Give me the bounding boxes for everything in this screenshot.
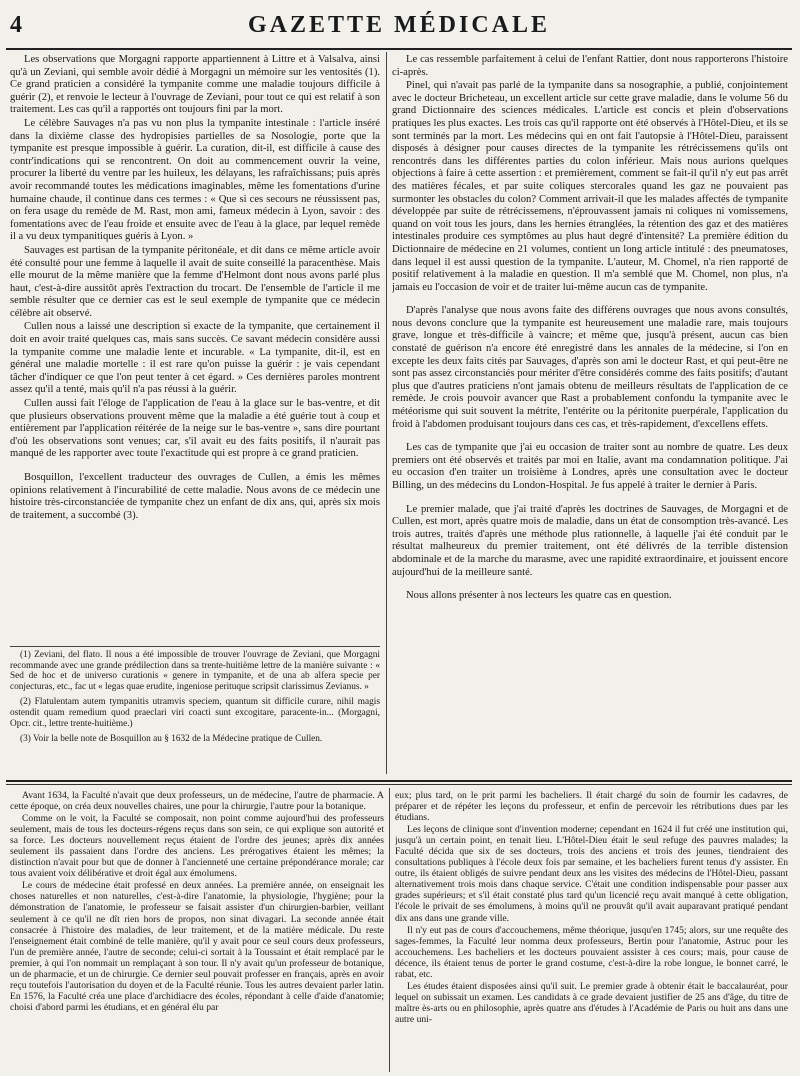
page-header bbox=[6, 4, 792, 48]
footnote: (2) Flatulentam autem tympanitis utramvis speciem, quantum sit difficile curare, nihil magis ostendit quam remedium quod praeclari viri coacti sunt excogitare, paracente-in... (Morgagni, Opcr. cit., lettre trente-huitième.) bbox=[10, 697, 380, 729]
article-paragraph: D'après l'analyse que nous avons faite des différens ouvrages que nous avons consultés, nous devons conclure que la tympanite est heureusement une maladie rare, mais toujours grave, longue et très-difficile à vaincre; et même que, jusqu'à présent, aucun cas bien constaté de guérison n'a encore été enregistré dans les annales de la médecine, si l'on en excepte les deux faits cités par Sauvages, d'après son ami le docteur Rast, et qui peut-être ne sont pas assez circonstanciés pour mériter d'être considérés comme des faits positifs; d'autant plus que d'autres praticiens n'ont jamais obtenu de meilleurs résultats de l'application de ce remède. Je crois pouvoir avancer que Rast a probablement confondu la tympanite avec le météorisme qui suit souvent la métrite, l'entérite ou la péritonite puerpérale, l'application du froid à l'abdomen produisant toujours dans ces cas, et très-rapidement, d'excellens effets. bbox=[392, 305, 788, 430]
lower-right-column bbox=[395, 790, 788, 1070]
feuilleton-paragraph: eux; plus tard, on le prit parmi les bacheliers. Il était chargé du soin de fournir les cadavres, de préparer et de répéter les leçons du professeur, et enfin de percevoir les rétributions dues par les étudians. bbox=[395, 790, 788, 824]
page-number: 4 bbox=[10, 12, 22, 38]
masthead-title: GAZETTE MÉDICALE bbox=[247, 12, 551, 38]
footnote-rule bbox=[10, 646, 380, 647]
header-rule bbox=[6, 48, 792, 50]
newspaper-page bbox=[6, 4, 792, 1072]
article-paragraph: Cullen nous a laissé une description si exacte de la tympanite, que certainement il doit en avoir traité quelques cas, mais sans succès. Ce savant médecin considère aussi la tympanite comme une maladie lente et incurable. « La tympanite, dit-il, est en général une maladie mortelle : il est rare qu'on puisse la guérir : je vais cependant tâcher d'indiquer ce que l'on peut tenter à cet égard. » Ces dernières paroles montrent assez qu'il a tenté, mais qu'il n'a pas réussi à la guérir. bbox=[10, 321, 380, 396]
article-paragraph: Bosquillon, l'excellent traducteur des ouvrages de Cullen, a émis les mêmes opinions relativement à l'incurabilité de cette maladie. Nous avons de ce médecin une histoire très-circonstanciée de tympanite chez un enfant de dix ans, qui, après six mois de traitement, a succombé (3). bbox=[10, 472, 380, 521]
section-rule-thin bbox=[6, 784, 792, 785]
lower-left-column bbox=[10, 790, 384, 1070]
upper-right-column bbox=[392, 54, 788, 774]
feuilleton-paragraph: Avant 1634, la Faculté n'avait que deux professeurs, un de médecine, l'autre de pharmacie. A cette époque, on créa deux nouvelles chaires, une pour la chirurgie, l'autre pour la botanique. bbox=[10, 790, 384, 813]
column-divider-upper bbox=[386, 52, 387, 774]
feuilleton-paragraph: Comme on le voit, la Faculté se composait, non point comme aujourd'hui des professeurs seulement, mais de tous les docteurs-régens reçus dans son sein, ce qui explique son autorité et sa force. Les docteurs nouvellement reçus étaient de l'ordre des jeunes; après dix années seulement ils passaient dans l'ordre des anciens. Les prérogatives étaient les mêmes; la distinction n'avait pour but que de donner à l'ancienneté une certaine prépondérance morale; car tous avaient voix délibérative et droit égal aux émolumens. bbox=[10, 813, 384, 880]
article-paragraph: Sauvages est partisan de la tympanite péritonéale, et dit dans ce même article avoir été consulté pour une femme à laquelle il avait de suite conseillé la paracenthèse. Mais elle mourut de la même manière que la femme d'Helmont dont nous avons parlé plus haut, c'est-à-dire aussitôt après l'extraction du trocart. De l'ensemble de l'article il me semble résulter que ce dernier cas est le seul exemple de tympanite que ce médecin célèbre ait observé. bbox=[10, 244, 380, 319]
article-paragraph: Le cas ressemble parfaitement à celui de l'enfant Rattier, dont nous rapporterons l'histoire ci-après. bbox=[392, 54, 788, 78]
article-paragraph: Le célèbre Sauvages n'a pas vu non plus la tympanite intestinale : l'article inséré dans la dixième classe des hydropisies partielles de sa Nosologie, porte que la tympanite est presque impossible à guérir. La curation, dit-il, est difficile à cause des contr'indications qui se rencontrent. On doit au commencement ouvrir la veine, procurer la liberté du ventre par les huileux, les délayans, les rafraîchissans; puis après avoir recommandé toutes les médications imaginables, même les fomentations d'urine humaine chaude, il continue dans ces termes : « Que si ces secours ne réussissent pas, on fera usage du remède de M. Rast, mon ami, fameux médecin à Lyon, savoir : des fomentations avec de l'eau froide et ensuite avec de l'eau à la glace, par lequel remède il a vu deux tympanitiques guéris à Lyon. » bbox=[10, 117, 380, 243]
article-paragraph: Nous allons présenter à nos lecteurs les quatre cas en question. bbox=[406, 590, 672, 602]
feuilleton-paragraph: Les études étaient disposées ainsi qu'il suit. Le premier grade à obtenir était le baccalauréat, pour lequel on subissait un examen. Les candidats à ce grade devaient justifier de 25 ans d'âge, du titre de maître ès-arts ou en philosophie, après quatre ans d'études à l'Académie de Paris ou huit ans dans une autre uni- bbox=[395, 980, 788, 1025]
article-paragraph: Pinel, qui n'avait pas parlé de la tympanite dans sa nosographie, a publié, conjointement avec le docteur Bricheteau, un excellent article sur cette grave maladie, dans le volume 56 du grand Dictionnaire des sciences médicales. L'article est concis et plein d'observations pratiques les plus exactes. Les trois cas qu'il rapporte ont été observés à l'Hôtel-Dieu, et ils se sont terminés par la mort. Les médecins qui en ont fait l'autopsie à l'Hôtel-Dieu, paraissent disposés à désigner pour causes directes de la tympanite les rétrécissemens qu'ils ont rencontrés dans les différentes parties du colon inférieur. Mais nous aurions quelques objections à faire à cette assertion : et premièrement, comment se fait-il qu'il n'y eut pas arrêt des matières fécales, et par suite coliques stercorales quand les gaz ne pouvaient pas surmonter les obstacles du colon? Comment arrivait-il que les malades affectés de tympanite développée par suite de rétrécissemens, n'éprouvassent jamais ni coliques ni vomissemens, quand on voit tous les jours, dans les hernies étranglées, la rétention des gaz et des matières intestinales produire ces symptômes au plus haut degré d'intensité? La première édition du Dictionnaire de médecine en 21 volumes, contient un long article intitulé : des pneumatoses, dans lequel il est aussi question de la tympanite. L'auteur, M. Chomel, n'a rien rapporté de positif relativement à la maladie en question. Il m'a semblé que M. Chomel, non plus, n'a jamais eu l'occasion de voir et de traiter lui-même aucun cas de tympanite. bbox=[392, 80, 788, 293]
footnote: (1) Zeviani, del flato. Il nous a été impossible de trouver l'ouvrage de Zeviani, que Morgagni recommande avec une grande prédilection dans sa trente-huitième lettre de la manière suivante : « Sed de hoc et de universo curationis « genere in tympanite, et de una ab alfera specie per conjecturas, etc., fac ut « legas quae erudite, ingeniose perituque scripsit clarissimus Zevianus. » bbox=[10, 650, 380, 692]
column-divider-lower bbox=[389, 788, 390, 1072]
feuilleton-paragraph: Les leçons de clinique sont d'invention moderne; cependant en 1624 il fut créé une institution qui, jusqu'à un certain point, en tenait lieu. L'Hôtel-Dieu était le seul refuge des pauvres malades; la Faculté décida que six de ses docteurs, trois des anciens et trois des jeunes, tiendraient des consultations publiques à l'école deux fois par semaine, et les bacheliers furent tenus d'y assister. En outre, ils étaient obligés de suivre pendant deux ans les visites des médecins de l'Hôtel-Dieu, passant alternativement trois mois dans chaque service. C'était une condition indispensable pour passer aux grades supérieurs; et s'il était constaté plus tard qu'un licencié reçu avait manqué à cette obligation, l'école le privait de ses émolumens, à moins qu'il ne prouvât qu'il avait auparavant pratiqué pendant dix ans dans une grande ville. bbox=[395, 824, 788, 924]
article-paragraph: Les observations que Morgagni rapporte appartiennent à Littre et à Valsalva, ainsi qu'à un Zeviani, qui semble avoir dédié à Morgagni un mémoire sur les ventosités (1). Ce grand praticien a considéré la tympanite comme une maladie toujours difficile à guérir (2), et renvoie le lecteur à l'ouvrage de Zeviani, pour tout ce qui est relatif à son traitement. Les cas qu'il a rapportés ont toujours fini par la mort. bbox=[10, 54, 380, 116]
article-paragraph: Le premier malade, que j'ai traité d'après les doctrines de Sauvages, de Morgagni et de Cullen, est mort, après quatre mois de maladie, dans un état de consomption très-avancé. Les trois autres, traités d'après une méthode plus rationnelle, à laquelle j'ai été conduit par le résultat malheureux du premier traitement, ont été délivrés de la terrible distension abdominale et de la marche du marasme, avec une rapidité extraordinaire, et jouissent encore aujourd'hui de la meilleure santé. bbox=[392, 503, 788, 578]
footnote: (3) Voir la belle note de Bosquillon au § 1632 de la Médecine pratique de Cullen. bbox=[20, 734, 323, 745]
article-paragraph: Les cas de tympanite que j'ai eu occasion de traiter sont au nombre de quatre. Les deux premiers ont été observés et traités par moi en Italie, avant ma condamnation politique. J'ai eu occasion d'en traiter un troisième à Londres, après une consultation avec le docteur Billing, un des médecins du London-Hospital. Je fus appelé à traiter le dernier à Paris. bbox=[392, 442, 788, 491]
feuilleton-paragraph: Le cours de médecine était professé en deux années. La première année, on enseignait les choses naturelles et non naturelles, c'est-à-dire l'anatomie, la physiologie, l'hygiène; pour la démonstration de l'anatomie, le professeur se faisait assister d'un chirurgien-barbier, veillant seulement à ce qu'il ne dît rien hors de propos, non sinat divagari. La seconde année était consacrée à l'histoire des maladies, de leur traitement, et de la matière médicale. Du reste l'enseignement était combiné de telle manière, qu'il y avait pour ce seul cours deux professeurs, l'un de première année, l'autre de seconde; celui-ci sortait à la Toussaint et était remplacé par le premier, à qui l'on nommait un remplaçant à son tour. Il n'y avait qu'un professeur de botanique, un de pharmacie, et un de chirurgie. Ce dernier seul pouvait professer en français, après en avoir reçu toutefois l'autorisation du doyen et de la Faculté réunie. Tous les autres devaient parler latin. En 1576, la Faculté créa une place d'archidiacre des écoles, répondant à celle d'aide d'anatomie; choisi d'abord parmi les étudians, et en général élu par bbox=[10, 880, 384, 1013]
footnotes bbox=[10, 650, 380, 774]
article-paragraph: Cullen aussi fait l'éloge de l'application de l'eau à la glace sur le bas-ventre, et dit que plusieurs observations prouvent même que la maladie a été guérie tout à coup et entièrement par l'application réitérée de la neige sur le bas-ventre », sans dire pourtant d'où les observations sont venues; car, s'il avait eu des faits positifs, il n'aurait pas manqué de les rapporter avec toute l'exactitude qui est propre à ce grand praticien. bbox=[10, 398, 380, 460]
upper-left-column bbox=[10, 54, 380, 648]
section-rule-thick bbox=[6, 780, 792, 782]
feuilleton-paragraph: Il n'y eut pas de cours d'accouchemens, même théorique, jusqu'en 1745; alors, sur une requête des sages-femmes, la Faculté leur nomma deux professeurs, Bertin pour l'anatomie, Astruc pour les accouchemens. Les bacheliers et les docteurs pouvaient assister à ces cours; mais, pour cause de décence, ils étaient tenus de porter le grand costume, c'est-à-dire la robe longue, le bonnet carré, le rabat, etc. bbox=[395, 924, 788, 980]
